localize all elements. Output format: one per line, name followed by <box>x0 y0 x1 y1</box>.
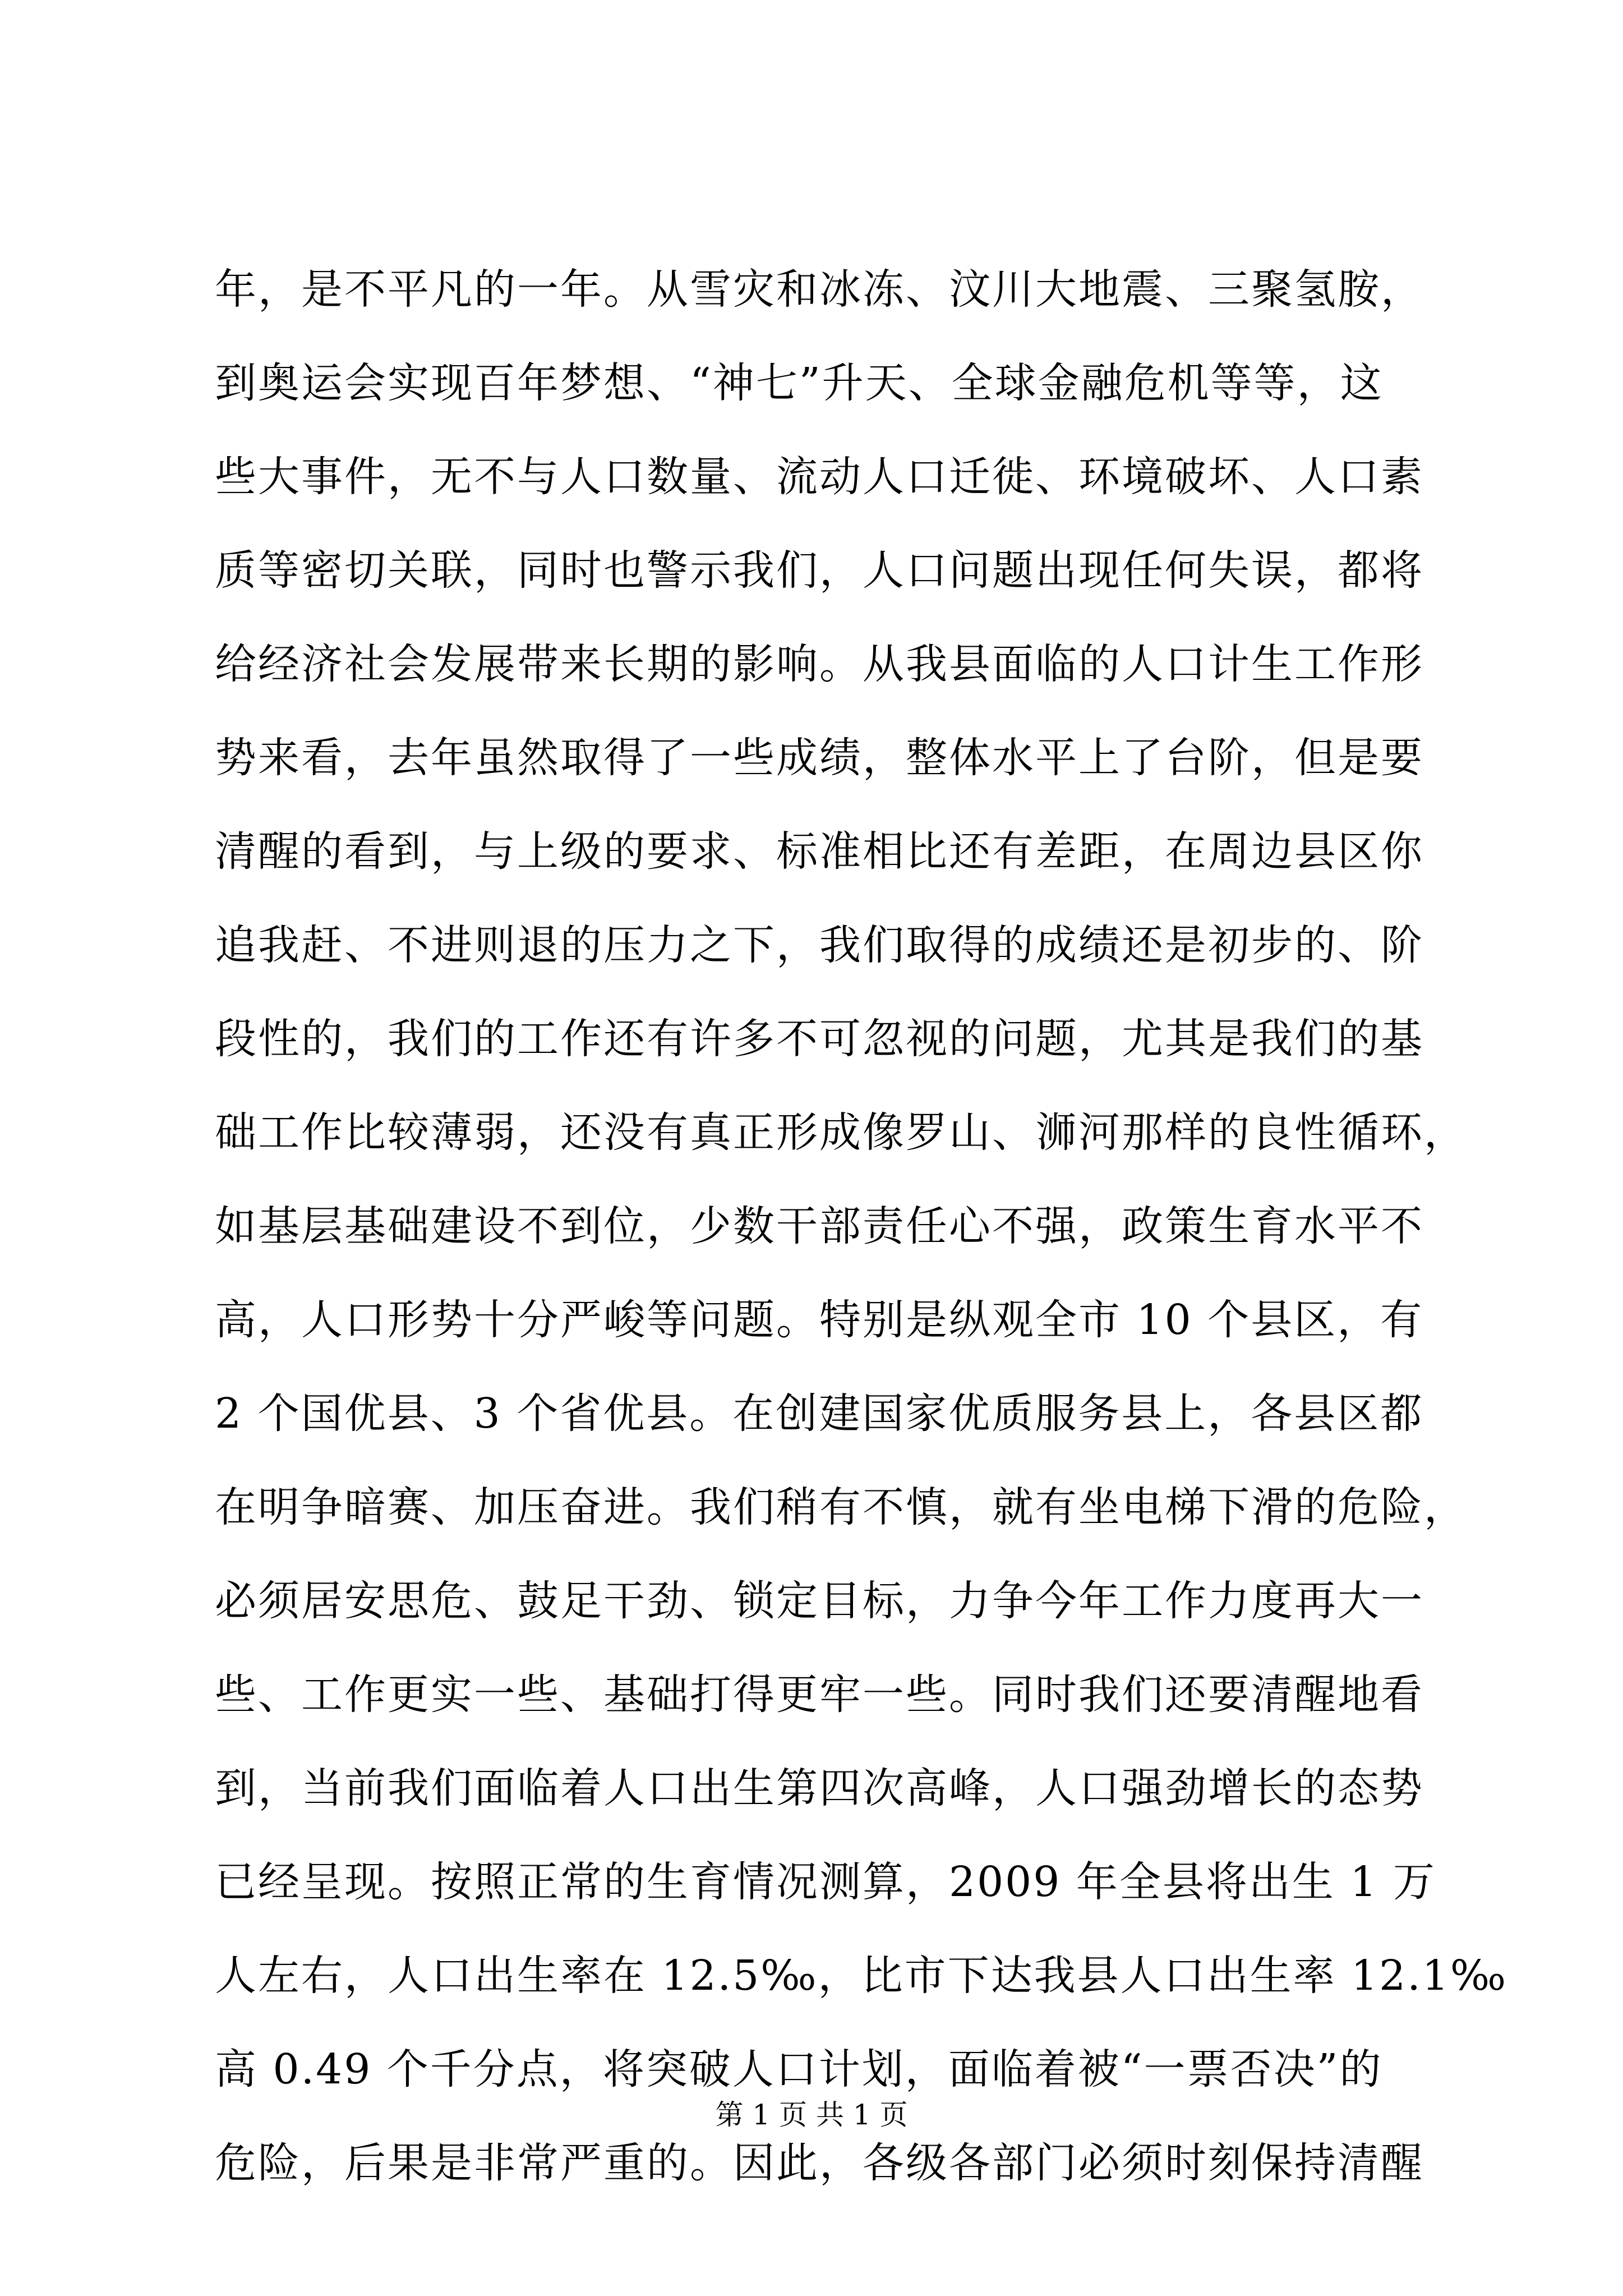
text-line: 年，是不平凡的一年。从雪灾和冰冻、汶川大地震、三聚氢胺， <box>215 265 1424 314</box>
body-text <box>215 243 1508 2210</box>
text-line: 必须居安思危、鼓足干劲、锁定目标，力争今年工作力度再大一 <box>215 1577 1424 1625</box>
text-line: 已经呈现。按照正常的生育情况测算，2009 年全县将出生 1 万 <box>215 1858 1436 1906</box>
text-line: 段性的，我们的工作还有许多不可忽视的问题，尤其是我们的基 <box>215 1015 1424 1063</box>
text-line: 础工作比较薄弱，还没有真正形成像罗山、浉河那样的良性循环， <box>215 1108 1467 1157</box>
text-line: 给经济社会发展带来长期的影响。从我县面临的人口计生工作形 <box>215 640 1424 688</box>
text-line: 些大事件，无不与人口数量、流动人口迁徙、环境破坏、人口素 <box>215 453 1424 501</box>
text-line: 到奥运会实现百年梦想、“神七”升天、全球金融危机等等，这 <box>215 359 1384 407</box>
text-line: 质等密切关联，同时也警示我们，人口问题出现任何失误，都将 <box>215 546 1424 595</box>
text-line: 高 0.49 个千分点，将突破人口计划，面临着被“一票否决”的 <box>215 2045 1383 2093</box>
text-line: 势来看，去年虽然取得了一些成绩，整体水平上了台阶，但是要 <box>215 734 1424 782</box>
page-footer <box>0 2095 1623 2134</box>
text-line: 如基层基础建设不到位，少数干部责任心不强，政策生育水平不 <box>215 1202 1424 1250</box>
text-line: 人左右，人口出生率在 12.5‰，比市下达我县人口出生率 12.1‰ <box>215 1952 1508 2000</box>
text-line: 高，人口形势十分严峻等问题。特别是纵观全市 10 个县区，有 <box>215 1296 1424 1344</box>
text-line: 追我赶、不进则退的压力之下，我们取得的成绩还是初步的、阶 <box>215 921 1424 969</box>
text-line: 清醒的看到，与上级的要求、标准相比还有差距，在周边县区你 <box>215 827 1424 876</box>
text-line: 到，当前我们面临着人口出生第四次高峰，人口强劲增长的态势 <box>215 1764 1424 1812</box>
text-line: 2 个国优县、3 个省优县。在创建国家优质服务县上，各县区都 <box>215 1389 1424 1438</box>
page-number-label: 第 1 页 共 1 页 <box>715 2099 908 2131</box>
text-line: 在明争暗赛、加压奋进。我们稍有不慎，就有坐电梯下滑的危险， <box>215 1483 1467 1531</box>
text-line: 危险，后果是非常严重的。因此，各级各部门必须时刻保持清醒 <box>215 2139 1424 2187</box>
text-line: 些、工作更实一些、基础打得更牢一些。同时我们还要清醒地看 <box>215 1671 1424 1719</box>
